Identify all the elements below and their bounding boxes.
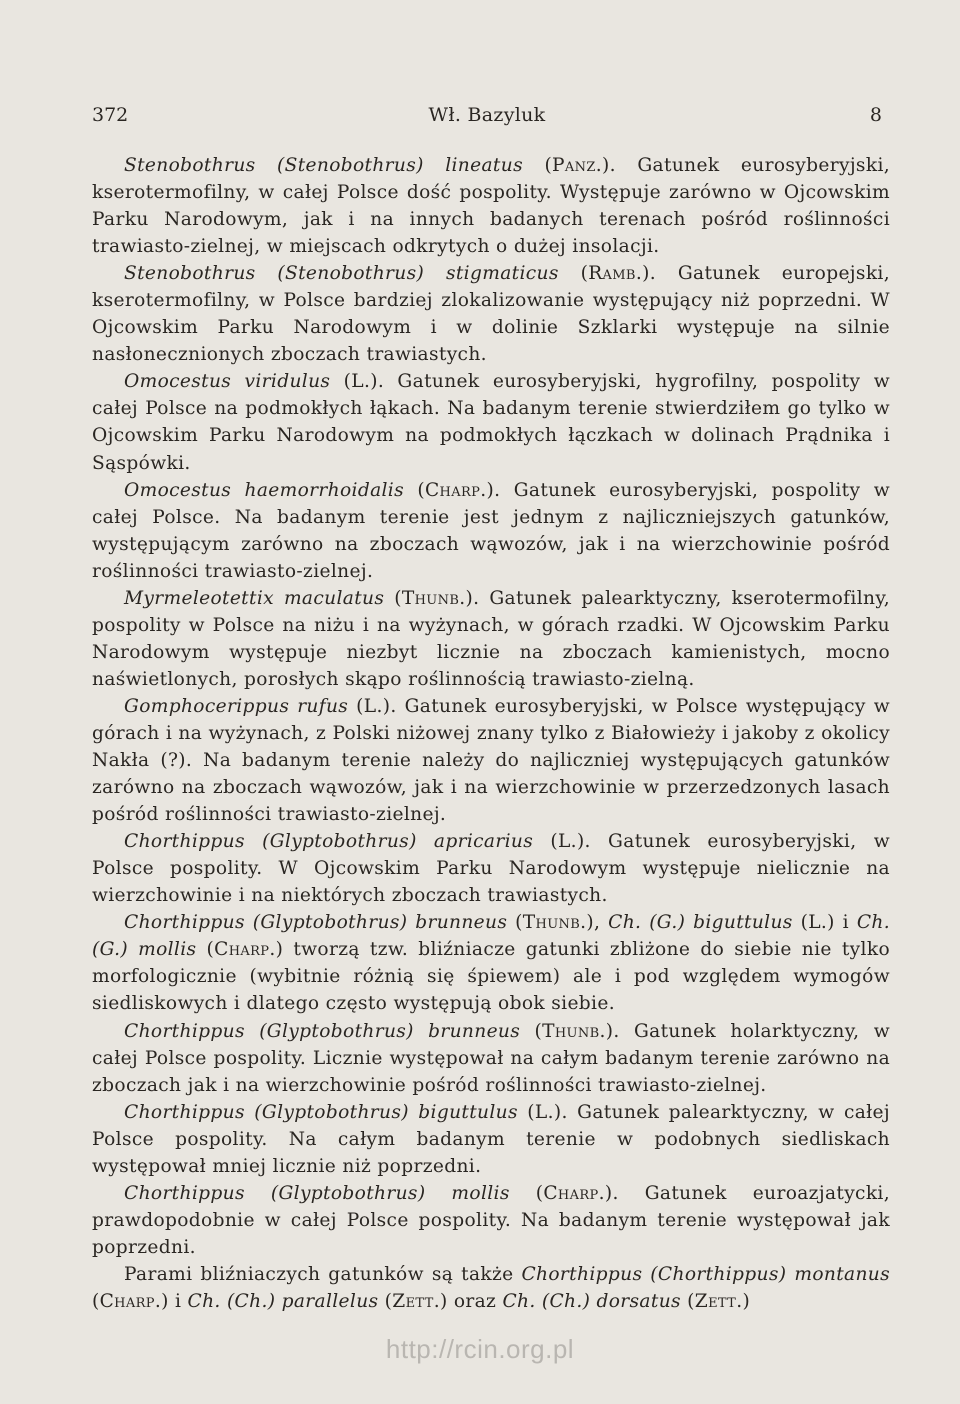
species-author: Thunb. — [401, 587, 466, 609]
species-author: L. — [351, 371, 371, 393]
paragraph-chorthippus-biguttulus: Chorthippus (Glyptobothrus) biguttulus (L.). Gatunek palearktyczny, w całej Polsce pospolity. Na całym badanym terenie w podobnych siedliskach występował mniej licznie niż poprzedni. — [92, 1101, 890, 1177]
species-author: Ramb. — [588, 263, 643, 285]
text-segment: ( — [507, 912, 523, 934]
paragraph-sibling-species-chorthippus — [92, 1261, 890, 1315]
species-author: Charp. — [424, 479, 487, 501]
page-number-right: 8 — [869, 104, 882, 126]
species-name: Gomphocerippus rufus — [124, 695, 349, 717]
paragraph-text: . Gatunek eurosyberyjski, w Polsce występujący w górach i na wyżynach, z Polski niżowej znany tylko z Białowieży i jakoby z okolicy Nakła (?). Na badanym terenie należy do najliczniej występujących gatunków zarówno na zboczach wąwozów, jak i na wierzchowinie w przerzedzonych lasach pośród roślinności trawiasto-zielnej. — [92, 695, 890, 826]
paragraph-text: . Gatunek europejski, kserotermofilny, w Polsce bardziej zlokalizowanie występujący niż poprzedni. W Ojcowskim Parku Narodowym i w dolinie Szklarki występuje na silnie nasłonecznionych zboczach trawiastych. — [92, 263, 890, 366]
species-name: Chorthippus (Glyptobothrus) mollis — [124, 1182, 510, 1204]
text-segment: Parami bliźniaczych gatunków są także — [124, 1263, 522, 1285]
paragraph-text: . Gatunek eurosyberyjski, w Polsce pospolity. W Ojcowskim Parku Narodowym występuje nielicznie na wierzchowinie i na niektórych zboczach trawiastych. — [92, 831, 890, 907]
species-name: Stenobothrus (Stenobothrus) lineatus — [124, 155, 523, 176]
species-author: L. — [534, 1101, 554, 1123]
species-name: Omocestus haemorrhoidalis — [124, 479, 404, 501]
paragraph-sibling-species-glyptobothrus — [92, 909, 890, 1017]
species-author: Charp. — [214, 939, 276, 961]
text-segment: ) — [742, 1290, 751, 1312]
text-segment: ) tworzą tzw. bliźniacze gatunki zbliżone do siebie nie tylko morfologicznie (wybitnie różnią się śpiewem) ale i pod względem wymogów siedliskowych i dlatego często występują obok siebie. — [92, 939, 890, 1015]
paragraph-text: . Gatunek holarktyczny, w całej Polsce pospolity. Licznie występował na całym badanym terenie zarówno na zboczach jak i na wierzchowinie pośród roślinności trawiasto-zielnej. — [92, 1020, 890, 1096]
species-author: Zett. — [694, 1290, 743, 1312]
paragraph-omocestus-haemorrhoidalis: Omocestus haemorrhoidalis (Charp.). Gatunek eurosyberyjski, pospolity w całej Polsce. Na badanym terenie jest jednym z najliczniejszych gatunków, występującym zarówno na zboczach wąwozów, jak i na wierzchowinie pośród roślinności trawiasto-zielnej. — [92, 479, 890, 582]
article-body — [92, 152, 890, 1315]
text-segment: ) i — [161, 1290, 188, 1312]
species-name: Chorthippus (Glyptobothrus) biguttulus — [124, 1101, 518, 1123]
species-name: Ch. (Ch.) parallelus — [187, 1290, 379, 1312]
watermark-url: http://rcin.org.pl — [385, 1334, 575, 1364]
paragraph-chorthippus-mollis: Chorthippus (Glyptobothrus) mollis (Charp.). Gatunek euroazjatycki, prawdopodobnie w całej Polsce pospolity. Na badanym terenie występował jak poprzedni. — [92, 1182, 890, 1258]
paragraph-stenobothrus-stigmaticus: Stenobothrus (Stenobothrus) stigmaticus (Ramb.). Gatunek europejski, kserotermofilny, w Polsce bardziej zlokalizowanie występujący niż poprzedni. W Ojcowskim Parku Narodowym i w dolinie Szklarki występuje na silnie nasłonecznionych zboczach trawiastych. — [92, 263, 890, 366]
text-segment: ( — [92, 1290, 100, 1312]
species-author: Panz. — [552, 155, 603, 176]
paragraph-chorthippus-brunneus: Chorthippus (Glyptobothrus) brunneus (Thunb.). Gatunek holarktyczny, w całej Polsce pospolity. Licznie występował na całym badanym terenie zarówno na zboczach jak i na wierzchowinie pośród roślinności trawiasto-zielnej. — [92, 1020, 890, 1096]
species-name: Chorthippus (Glyptobothrus) brunneus — [124, 1020, 521, 1042]
text-segment: ( — [680, 1290, 695, 1312]
species-author: Thunb. — [522, 912, 587, 934]
species-author: Zett. — [392, 1290, 440, 1312]
species-name: Ch. (Ch.) dorsatus — [502, 1290, 681, 1312]
species-author: Thunb. — [542, 1020, 606, 1042]
text-segment: ( — [378, 1290, 393, 1312]
running-head-author: Wł. Bazyluk — [428, 104, 546, 126]
text-segment: ( — [196, 939, 215, 961]
paragraph-text: . Gatunek eurosyberyjski, pospolity w całej Polsce. Na badanym terenie jest jednym z najliczniejszych gatunków, występującym zarówno na zboczach wąwozów, jak i na wierzchowinie pośród roślinności trawiasto-zielnej. — [92, 479, 890, 582]
species-author: Charp. — [99, 1290, 162, 1312]
text-segment: ), — [586, 912, 609, 934]
species-name: Chorthippus (Chorthippus) montanus — [521, 1263, 890, 1285]
species-name: Chorthippus (Glyptobothrus) brunneus — [124, 912, 508, 934]
paragraph-omocestus-viridulus: Omocestus viridulus (L.). Gatunek eurosyberyjski, hygrofilny, pospolity w całej Polsce na podmokłych łąkach. Na badanym terenie stwierdziłem go tylko w Ojcowskim Parku Narodowym na podmokłych łączkach w dolinach Prądnika i Sąspówki. — [92, 371, 890, 474]
species-author: Charp. — [543, 1182, 605, 1204]
running-header — [92, 104, 882, 134]
paragraph-text: . Gatunek palearktyczny, w całej Polsce pospolity. Na całym badanym terenie w podobnych siedliskach występował mniej licznie niż poprzedni. — [92, 1101, 890, 1177]
species-name: Omocestus viridulus — [124, 371, 331, 393]
species-name: Ch. (G.) biguttulus — [608, 912, 793, 934]
paragraph-text: . Gatunek euroazjatycki, prawdopodobnie w całej Polsce pospolity. Na badanym terenie występował jak poprzedni. — [92, 1182, 890, 1258]
paragraph-text: . Gatunek eurosyberyjski, hygrofilny, pospolity w całej Polsce na podmokłych łąkach. Na badanym terenie stwierdziłem go tylko w Ojcowskim Parku Narodowym na podmokłych łączkach w dolinach Prądnika i Sąspówki. — [92, 371, 890, 474]
paragraph-gomphocerippus-rufus: Gomphocerippus rufus (L.). Gatunek eurosyberyjski, w Polsce występujący w górach i na wyżynach, z Polski niżowej znany tylko z Białowieży i jakoby z okolicy Nakła (?). Na badanym terenie należy do najliczniej występujących gatunków zarówno na zboczach wąwozów, jak i na wierzchowinie w przerzedzonych lasach pośród roślinności trawiasto-zielnej. — [92, 695, 890, 826]
page-number-left: 372 — [92, 104, 129, 126]
text-segment: (L.) i — [792, 912, 857, 934]
paragraph-chorthippus-apricarius: Chorthippus (Glyptobothrus) apricarius (L.). Gatunek eurosyberyjski, w Polsce pospolity. W Ojcowskim Parku Narodowym występuje nielicznie na wierzchowinie i na niektórych zboczach trawiastych. — [92, 831, 890, 907]
species-name: Myrmeleotettix maculatus — [124, 587, 385, 609]
species-name: Ch. (G.) mollis — [92, 912, 890, 961]
paragraph-text: . Gatunek palearktyczny, kserotermofilny, pospolity w Polsce na niżu i na wyżynach, w górach rzadki. W Ojcowskim Parku Narodowym występuje niezbyt licznie na zboczach kamienistych, mocno naświetlonych, porosłych skąpo roślinnością trawiasto-zielną. — [92, 587, 890, 690]
paragraph-stenobothrus-lineatus: Stenobothrus (Stenobothrus) lineatus (Panz.). Gatunek eurosyberyjski, kserotermofilny, w całej Polsce dość pospolity. Występuje zarówno w Ojcowskim Parku Narodowym, jak i na innych badanych terenach pośród roślinności trawiasto-zielnej, w miejscach odkrytych o dużej insolacji. — [92, 155, 890, 258]
text-segment: ) oraz — [439, 1290, 503, 1312]
paragraph-text: . Gatunek eurosyberyjski, kserotermofilny, w całej Polsce dość pospolity. Występuje zarówno w Ojcowskim Parku Narodowym, jak i na innych badanych terenach pośród roślinności trawiasto-zielnej, w miejscach odkrytych o dużej insolacji. — [92, 155, 890, 258]
species-name: Stenobothrus (Stenobothrus) stigmaticus — [124, 263, 559, 285]
species-author: L. — [557, 831, 577, 853]
paragraph-myrmeleotettix-maculatus: Myrmeleotettix maculatus (Thunb.). Gatunek palearktyczny, kserotermofilny, pospolity w Polsce na niżu i na wyżynach, w górach rzadki. W Ojcowskim Parku Narodowym występuje niezbyt licznie na zboczach kamienistych, mocno naświetlonych, porosłych skąpo roślinnością trawiasto-zielną. — [92, 587, 890, 690]
species-name: Chorthippus (Glyptobothrus) apricarius — [124, 831, 534, 853]
species-author: L. — [363, 695, 383, 717]
